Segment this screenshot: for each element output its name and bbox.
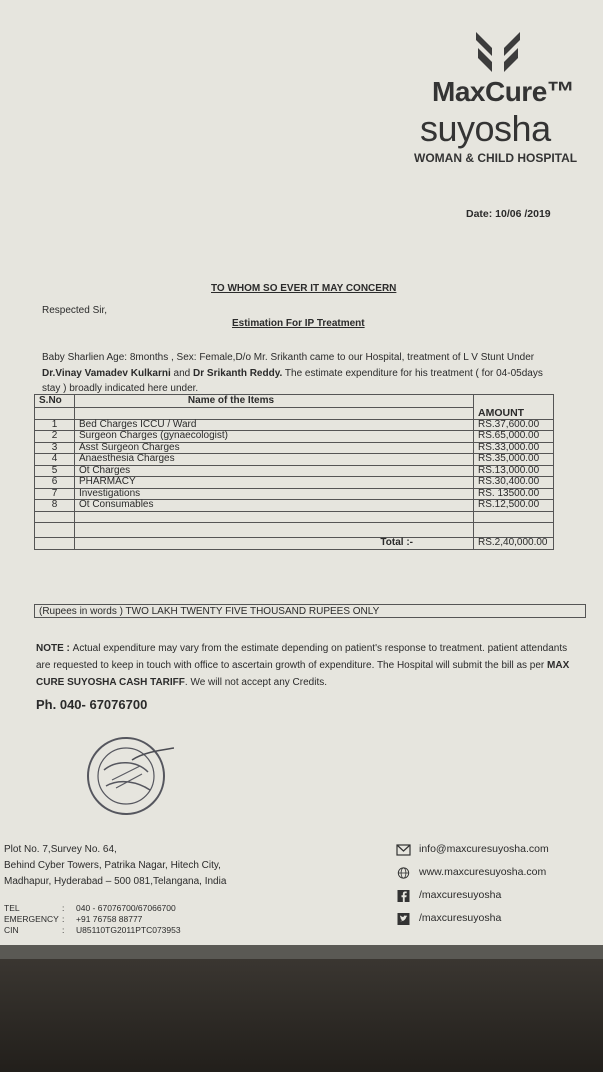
col-amount-header: AMOUNT [474, 408, 554, 420]
note-label: NOTE : [36, 643, 73, 654]
brand-subname: suyosha [420, 108, 551, 149]
table-header-row [35, 395, 554, 408]
note-paragraph [36, 640, 576, 691]
cell-sno: 1 [35, 419, 75, 431]
salutation: Respected Sir, [42, 305, 108, 316]
tel-label: TEL [4, 903, 20, 913]
address-line: Madhapur, Hyderabad – 500 081,Telangana, India [4, 876, 227, 887]
estimation-heading: Estimation For IP Treatment [232, 318, 365, 329]
intro-paragraph [42, 350, 562, 397]
total-amount: RS.2,40,000.00 [474, 538, 554, 550]
table-row [35, 488, 554, 500]
total-row [35, 538, 554, 550]
cell-sno: 3 [35, 442, 75, 454]
table-row [35, 454, 554, 466]
table-row [35, 419, 554, 431]
table-row [35, 442, 554, 454]
cell-name: Bed Charges ICCU / Ward [75, 419, 474, 431]
table-row [35, 500, 554, 512]
cell-name: PHARMACY [75, 477, 474, 489]
globe-icon [396, 867, 411, 879]
cell-sno: 5 [35, 465, 75, 477]
tel-value: 040 - 67076700/67066700 [76, 903, 176, 913]
hospital-seal-icon [82, 730, 174, 822]
cell-name: Ot Consumables [75, 500, 474, 512]
facebook-icon [396, 890, 411, 902]
cell-sno: 6 [35, 477, 75, 489]
cell-name: Asst Surgeon Charges [75, 442, 474, 454]
address-line: Plot No. 7,Survey No. 64, [4, 844, 117, 855]
contact-details: TEL : 040 - 67076700/67066700 EMERGENCY : +91 76758 88777 CIN : U85110TG2011PTC073953 [4, 903, 181, 935]
table-row [35, 408, 554, 420]
cell-amount: RS. 13500.00 [474, 488, 554, 500]
facebook-handle: /maxcuresuyosha [419, 889, 502, 901]
table-row [35, 523, 554, 538]
emergency-value: +91 76758 88777 [76, 914, 143, 924]
letter-date: Date: 10/06 /2019 [466, 208, 551, 220]
twitter-icon [396, 913, 411, 925]
note-tail: . We will not accept any Credits. [184, 677, 328, 688]
cell-amount: RS.13,000.00 [474, 465, 554, 477]
cell-sno: 7 [35, 488, 75, 500]
cin-value: U85110TG2011PTC073953 [76, 925, 181, 935]
note-text: Actual expenditure may vary from the estimate depending on patient's response to treatment. patient attendants are requested to keep in touch with office to ascertain growth of expenditure. The Hospital will submit the bill as per [36, 643, 568, 671]
twitter-handle: /maxcuresuyosha [419, 912, 502, 924]
cell-name: Investigations [75, 488, 474, 500]
table-row [35, 465, 554, 477]
table-row [35, 431, 554, 443]
email-address: info@maxcuresuyosha.com [419, 843, 549, 855]
cell-name: Surgeon Charges (gynaecologist) [75, 431, 474, 443]
intro-text-1: Baby Sharlien Age: 8months , Sex: Female,D/o Mr. Srikanth came to our Hospital, treatment of L V Stunt Under [42, 352, 535, 363]
online-contacts [396, 838, 549, 930]
cin-label: CIN [4, 925, 19, 935]
hospital-address [4, 842, 226, 890]
bottom-strip [0, 945, 603, 959]
estimate-table [34, 394, 554, 550]
email-icon [396, 844, 411, 856]
doctor-1: Dr.Vinay Vamadev Kulkarni [42, 367, 171, 379]
cell-amount: RS.65,000.00 [474, 431, 554, 443]
to-whom-heading: TO WHOM SO EVER IT MAY CONCERN [211, 283, 397, 294]
intro-text-2: and [170, 367, 194, 379]
website-address: www.maxcuresuyosha.com [419, 866, 547, 878]
doctor-2: Dr Srikanth Reddy. [193, 367, 283, 379]
brand-name: MaxCure™ [432, 76, 575, 107]
cell-amount: RS.37,600.00 [474, 419, 554, 431]
cell-amount: RS.33,000.00 [474, 442, 554, 454]
cell-name: Ot Charges [75, 465, 474, 477]
cell-sno: 2 [35, 431, 75, 443]
cell-sno: 4 [35, 454, 75, 466]
table-row [35, 477, 554, 489]
cash-tariff: MAX CURE SUYOSHA CASH TARIFF [36, 660, 570, 688]
phone-number: Ph. 040- 67076700 [36, 697, 148, 712]
emergency-label: EMERGENCY [4, 914, 59, 924]
cell-amount: RS.30,400.00 [474, 477, 554, 489]
cell-name: Anaesthesia Charges [75, 454, 474, 466]
col-name-header: Name of the Items [75, 395, 474, 408]
total-label: Total :- [75, 538, 474, 550]
intro-text-3: The estimate expenditure for his treatment ( for 04-05days stay ) broadly indicated here under. [42, 367, 543, 394]
col-sno-header: S.No [35, 395, 75, 408]
table-row [35, 511, 554, 523]
background-surface [0, 959, 603, 1072]
maxcure-logo-icon [470, 30, 526, 74]
cell-sno: 8 [35, 500, 75, 512]
cell-amount: RS.35,000.00 [474, 454, 554, 466]
cell-amount: RS.12,500.00 [474, 500, 554, 512]
brand-tagline: WOMAN & CHILD HOSPITAL [414, 151, 578, 165]
amount-in-words: (Rupees in words ) TWO LAKH TWENTY FIVE THOUSAND RUPEES ONLY [34, 604, 586, 618]
col-amount-header-empty [474, 395, 554, 408]
address-line: Behind Cyber Towers, Patrika Nagar, Hitech City, [4, 860, 221, 871]
